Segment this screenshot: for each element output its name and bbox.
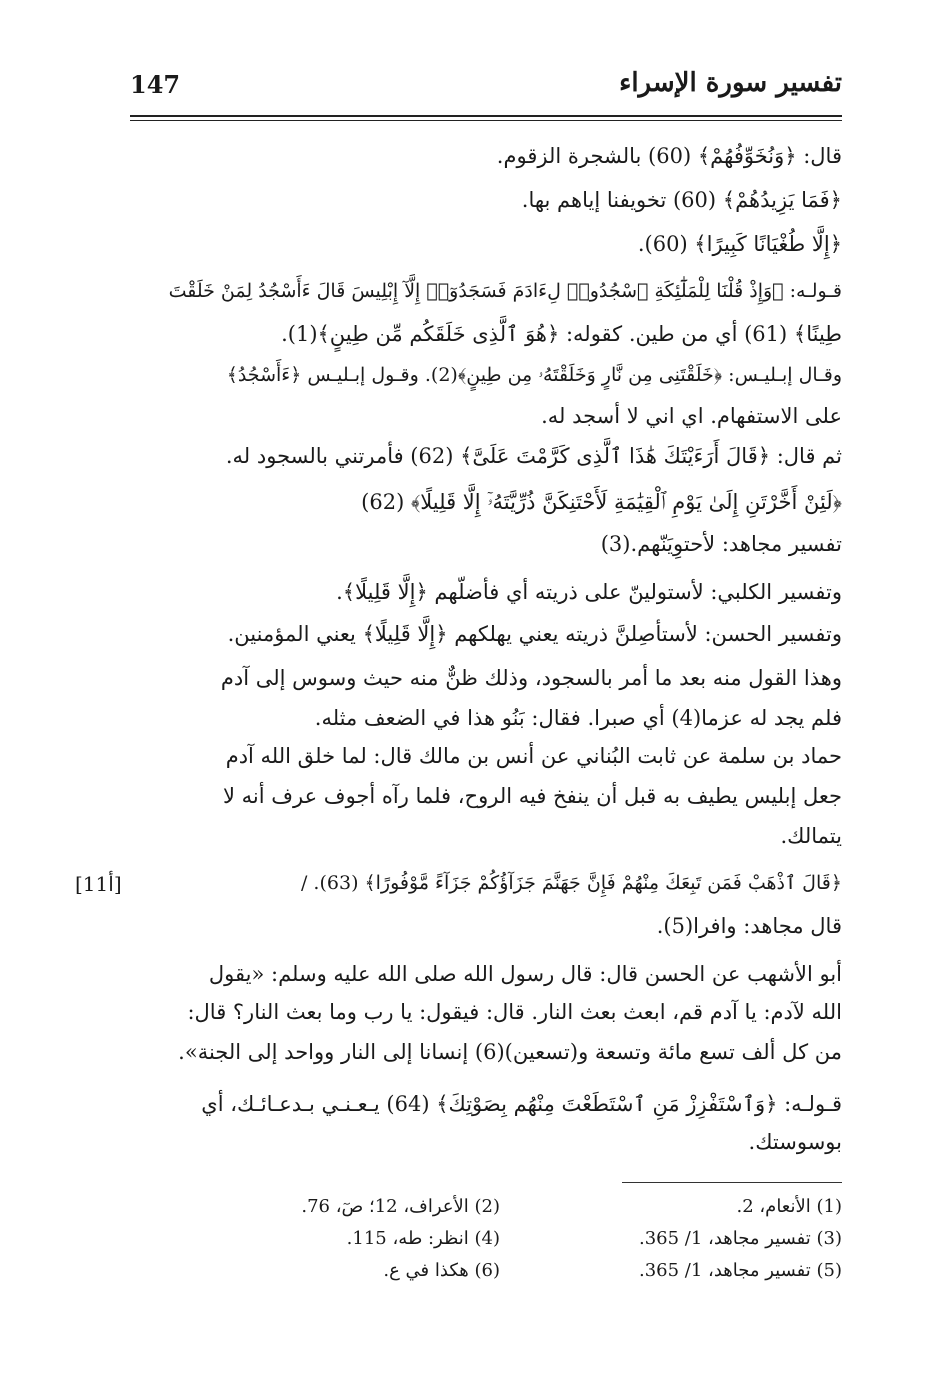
header-rule-thick (130, 115, 842, 117)
text-line-8: ثم قال: ﴿قَالَ أَرَءَيْتَكَ هَٰذَا ٱلَّذِى كَرَّمْتَ عَلَىَّ﴾ (62) فأمرتني بالسجود له. (225, 444, 842, 468)
footnote-4: (4) انظر: طه، 115. (346, 1228, 500, 1249)
running-title: تفسير سورة الإسراء (619, 68, 842, 98)
footnote-1: (1) الأنعام، 2. (736, 1196, 842, 1217)
text-line-7: على الاستفهام. اي اني لا أسجد له. (541, 404, 842, 428)
footnote-3: (3) تفسير مجاهد، 1/ 365. (638, 1228, 842, 1249)
text-line-6: وقـال إبـليـس: ﴿خَلَقْتَنِى مِن نَّارٍ وَخَلَقْتَهُۥ مِن طِينٍ﴾(2). وقـول إبـليـس ﴿ءَأَسْجُدُ﴾ (226, 364, 842, 386)
text-line-1: قال: ﴿وَنُخَوِّفُهُمْ﴾ (60) بالشجرة الزقوم. (496, 144, 842, 168)
text-line-11: وتفسير الكلبي: لأستولينّ على ذريته أي فأضلّهم ﴿إِلَّا قَلِيلًا﴾. (336, 580, 842, 604)
margin-folio-note: [11أ] (75, 872, 122, 896)
text-line-18: ﴿قَالَ ٱذْهَبْ فَمَن تَبِعَكَ مِنْهُمْ فَإِنَّ جَهَنَّمَ جَزَآؤُكُمْ جَزَآءً مَّوْفُورًا﴾ (63). / (300, 872, 842, 894)
text-line-10: تفسير مجاهد: لأحتوِيَنّهم.(3) (600, 532, 842, 556)
text-line-24: بوسوستك. (748, 1130, 842, 1154)
footnote-2: (2) الأعراف، 12؛ صٓ، 76. (301, 1196, 500, 1217)
page-number: 147 (130, 70, 181, 99)
header-rule-thin (130, 120, 842, 121)
text-line-22: من كل ألف تسع مائة وتسعة و(تسعين)(6) إنسانا إلى النار وواحد إلى الجنة». (178, 1040, 842, 1064)
footnote-6: (6) هكذا في ع. (383, 1260, 500, 1281)
text-line-15: حماد بن سلمة عن ثابت البُناني عن أنس بن مالك قال: لما خلق الله آدم (225, 744, 842, 768)
text-line-4: قـولـه: ﴿وَإِذْ قُلْنَا لِلْمَلَٰٓئِكَةِ ٱسْجُدُوا۟ لِءَادَمَ فَسَجَدُوٓا۟ إِلَّآ إِبْلِيسَ قَالَ ءَأَسْجُدُ لِمَنْ خَلَقْتَ (168, 280, 842, 302)
footnote-5: (5) تفسير مجاهد، 1/ 365. (638, 1260, 842, 1281)
page-header (130, 62, 842, 112)
text-line-2: ﴿فَمَا يَزِيدُهُمْ﴾ (60) تخويفنا إياهم بها. (521, 188, 842, 212)
text-line-17: يتمالك. (780, 824, 842, 848)
text-line-3: ﴿إِلَّا طُغْيَانًا كَبِيرًا﴾ (60). (637, 232, 842, 256)
text-line-21: الله لآدم: يا آدم قم، ابعث بعث النار. قال: فيقول: يا رب وما بعث النار؟ قال: (187, 1000, 842, 1024)
footnote-rule (622, 1182, 842, 1183)
text-line-19: قال مجاهد: وافرا(5). (656, 914, 842, 938)
text-line-14: فلم يجد له عزما(4) أي صبرا. فقال: بَنُو هذا في الضعف مثله. (314, 706, 842, 730)
text-line-23: قـولـه: ﴿وَٱسْتَفْزِزْ مَنِ ٱسْتَطَعْتَ مِنْهُم بِصَوْتِكَ﴾ (64) يـعـنـي بـدعـائـك، أي (201, 1092, 842, 1116)
text-line-16: جعل إبليس يطيف به قبل أن ينفخ فيه الروح، فلما رآه أجوف عرف أنه لا (222, 784, 842, 808)
text-line-20: أبو الأشهب عن الحسن قال: قال رسول الله صلى الله عليه وسلم: «يقول (208, 962, 842, 986)
text-line-9: ﴿لَئِنْ أَخَّرْتَنِ إِلَىٰ يَوْمِ ٱلْقِيَٰمَةِ لَأَحْتَنِكَنَّ ذُرِّيَّتَهُۥٓ إِلَّا قَلِيلًا﴾ (62) (361, 490, 842, 514)
text-line-5: طِينًا﴾ (61) أي من طين. كقوله: ﴿هُوَ ٱلَّذِى خَلَقَكُم مِّن طِينٍ﴾(1). (281, 322, 842, 346)
text-line-12: وتفسير الحسن: لأستأصِلنَّ ذريته يعني يهلكهم ﴿إِلَّا قَلِيلًا﴾ يعني المؤمنين. (227, 622, 842, 646)
text-line-13: وهذا القول منه بعد ما أمر بالسجود، وذلك ظنٌّ منه حيث وسوس إلى آدم (220, 666, 842, 690)
